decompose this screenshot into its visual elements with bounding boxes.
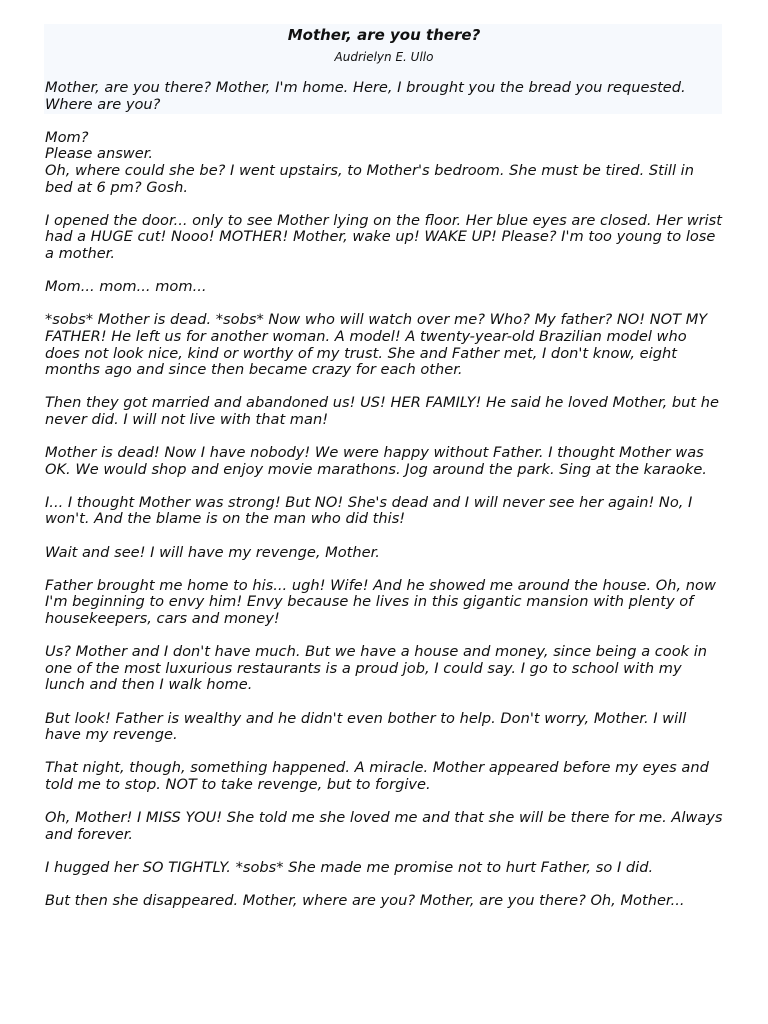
story-paragraph: Then they got married and abandoned us! US! HER FAMILY! He said he loved Mother, but he never did. I will not live with that man!	[45, 394, 719, 428]
story-paragraph: Mother is dead! Now I have nobody! We were happy without Father. I thought Mother was OK. We would shop and enjoy movie marathons. Jog around the park. Sing at the karaoke.	[45, 444, 707, 478]
story-paragraph: I... I thought Mother was strong! But NO! She's dead and I will never see her again! No, I won't. And the blame is on the man who did this!	[45, 493, 693, 528]
story-body	[45, 80, 725, 926]
story-paragraph: *sobs* Mother is dead. *sobs* Now who will watch over me? Who? My father? NO! NOT MY FATHER! He left us for another woman. A model! A twenty-year-old Brazilian model who does not look nice, kind or worthy of my trust. She and Father met, I don't know, eight months ago and since then became crazy for each other.	[45, 311, 708, 379]
story-paragraph: But look! Father is wealthy and he didn't even bother to help. Don't worry, Mother. I will have my revenge.	[45, 709, 687, 744]
story-paragraph: But then she disappeared. Mother, where are you? Mother, are you there? Oh, Mother...	[45, 892, 685, 910]
story-paragraph: Wait and see! I will have my revenge, Mother.	[45, 543, 380, 561]
story-paragraph: Oh, Mother! I MISS YOU! She told me she loved me and that she will be there for me. Always and forever.	[45, 809, 723, 843]
story-paragraph: Father brought me home to his... ugh! Wife! And he showed me around the house. Oh, now I'm beginning to envy him! Envy because he lives in this gigantic mansion with plenty of housekeepers, cars and money!	[45, 576, 716, 627]
story-paragraph: Mom? Please answer. Oh, where could she be? I went upstairs, to Mother's bedroom. She must be tired. Still in bed at 6 pm? Gosh.	[45, 128, 694, 196]
story-paragraph: Us? Mother and I don't have much. But we have a house and money, since being a cook in one of the most luxurious restaurants is a proud job, I could say. I go to school with my lunch and then I walk home.	[45, 643, 708, 694]
story-paragraph: I opened the door... only to see Mother lying on the floor. Her blue eyes are closed. Her wrist had a HUGE cut! Nooo! MOTHER! Mother, wake up! WAKE UP! Please? I'm too young to lose a mother.	[45, 211, 723, 262]
story-paragraph: Mother, are you there? Mother, I'm home. Here, I brought you the bread you requested. Where are you?	[45, 79, 686, 113]
document-author: Audrielyn E. Ullo	[334, 50, 434, 64]
story-paragraph: Mom... mom... mom...	[45, 278, 207, 296]
document-title: Mother, are you there?	[287, 26, 481, 44]
story-paragraph: I hugged her SO TIGHTLY. *sobs* She made me promise not to hurt Father, so I did.	[45, 858, 654, 876]
story-paragraph: That night, though, something happened. A miracle. Mother appeared before my eyes and told me to stop. NOT to take revenge, but to forgive.	[45, 759, 709, 793]
